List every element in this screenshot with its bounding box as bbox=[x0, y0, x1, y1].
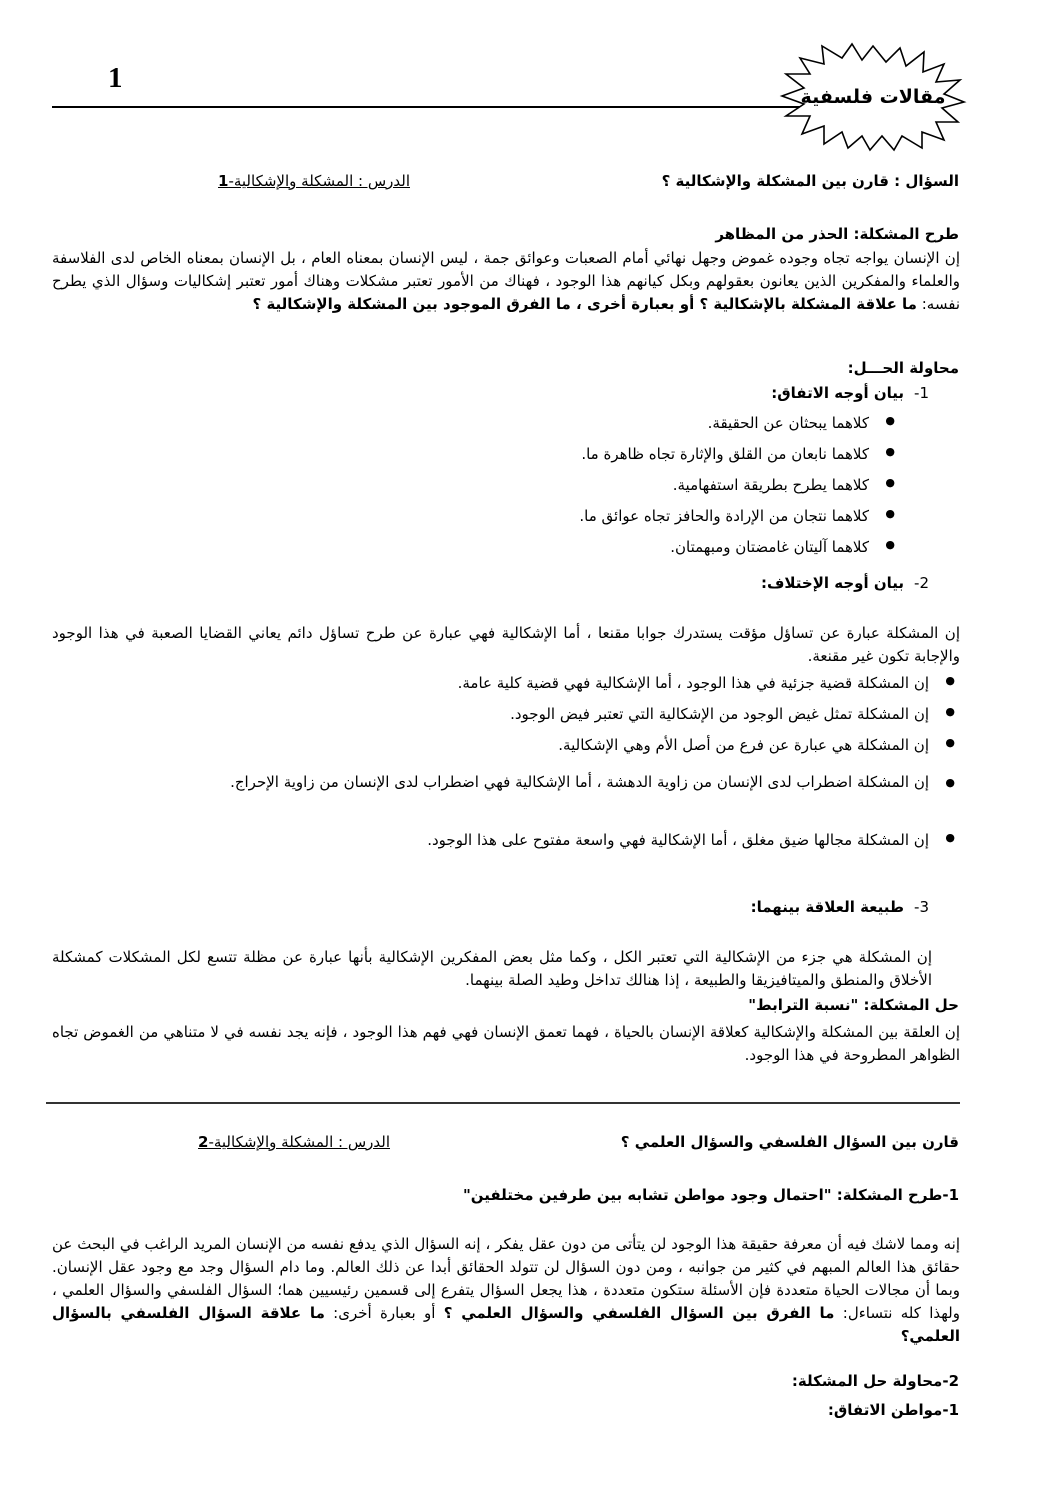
page-number: 1 bbox=[108, 62, 123, 94]
problem-number-2: 1- bbox=[942, 1186, 959, 1204]
section2-question-1: ما الفرق بين السؤال الفلسفي والسؤال العلمي ؟ bbox=[443, 1304, 835, 1322]
relation-number: 3- bbox=[914, 898, 929, 916]
section2-text: إنه ومما لاشك فيه أن معرفة حقيقة هذا الوجود لن يتأتى من دون عقل يفكر ، إنه السؤال الذي يدفع نفسه من الإنسان المريد الراغب في البحث عن حقائق هذا العالم المبهم في كثير من جوانبه ، ومن دون السؤال لن تتولد الحقائق أبدا عن ذلك العالم. وما دام السؤال وجد مع وجود عقل الإنسان. وبما أن مجالات الحياة متعددة فإن الأسئلة ستكون متعددة ، هذا يجعل السؤال يتفرع إلى قسمين رئيسيين هما؛ السؤال الفلسفي والسؤال العلمي ، ولهذا كله نتساءل: bbox=[52, 1235, 960, 1322]
problem-heading-2 bbox=[359, 1186, 959, 1204]
relation-title: طبيعة العلاقة بينهما: bbox=[750, 898, 905, 916]
difference-paragraph: إن المشكلة عبارة عن تساؤل مؤقت يستدرك جوابا مقنعا ، أما الإشكالية فهي عبارة عن طرح تساؤل دائم يعاني القضايا الصعبة في هذا الوجود والإجابة تكون غير مقنعة. bbox=[52, 624, 960, 665]
relation-heading bbox=[529, 898, 929, 916]
agreement-title-2: مواطن الاتفاق: bbox=[827, 1401, 943, 1419]
section-divider bbox=[46, 1102, 960, 1104]
difference-heading bbox=[529, 574, 929, 592]
attempt-heading: محاولة الحـــل: bbox=[847, 359, 959, 377]
agreement-title: بيان أوجه الاتفاق: bbox=[771, 384, 905, 402]
list-item: ● كلاهما نتجان من الإرادة والحافز تجاه عوائق ما. bbox=[379, 507, 899, 538]
solution-paragraph: إن العلقة بين المشكلة والإشكالية كعلاقة الإنسان بالحياة ، فهما تعمق الإنسان فهي فهم هذا الوجود ، فإنه يجد نفسه في لا متناهي من الغموض تجاه الظواهر المطروحة في هذا الوجود. bbox=[52, 1023, 960, 1064]
header-rule bbox=[52, 106, 800, 108]
solution-label: حل المشكلة: bbox=[858, 996, 959, 1014]
agreement-number-2: 1- bbox=[942, 1401, 959, 1419]
solution-title: "نسبة الترابط" bbox=[748, 996, 859, 1014]
section2-middle: أو بعبارة أخرى: bbox=[324, 1304, 444, 1322]
logo-text: مقالات فلسفية bbox=[800, 86, 946, 108]
intro-question: ما علاقة المشكلة بالإشكالية ؟ أو بعبارة أخرى ، ما الفرق الموجود بين المشكلة والإشكالية ؟ bbox=[252, 295, 917, 313]
lesson-label bbox=[180, 172, 410, 190]
lesson-number: 1 bbox=[218, 172, 229, 190]
difference-list bbox=[52, 674, 959, 862]
agreement-heading bbox=[529, 384, 929, 402]
problem-title-2: طرح المشكلة: "احتمال وجود مواطن تشابه بين طرفين مختلفين" bbox=[462, 1186, 943, 1204]
agreement-heading-2 bbox=[559, 1401, 959, 1419]
intro-paragraph bbox=[52, 247, 960, 316]
list-item: ● إن المشكلة قضية جزئية في هذا الوجود ، أما الإشكالية فهي قضية كلية عامة. bbox=[52, 674, 959, 705]
difference-title: بيان أوجه الإختلاف: bbox=[760, 574, 905, 592]
lesson-number-2: 2 bbox=[198, 1133, 209, 1151]
list-item: ● إن المشكلة اضطراب لدى الإنسان من زاوية الدهشة ، أما الإشكالية فهي اضطراب لدى الإنسان من زاوية الإحراج. bbox=[52, 767, 959, 831]
lesson-prefix-2: الدرس : المشكلة والإشكالية- bbox=[208, 1133, 390, 1151]
list-item: ● كلاهما يبحثان عن الحقيقة. bbox=[379, 414, 899, 445]
section2-paragraph bbox=[52, 1233, 960, 1348]
lesson-prefix: الدرس : المشكلة والإشكالية- bbox=[228, 172, 410, 190]
list-item: ● إن المشكلة تمثل غيض الوجود من الإشكالية التي تعتبر فيض الوجود. bbox=[52, 705, 959, 736]
list-item: ● إن المشكلة مجالها ضيق مغلق ، أما الإشكالية فهي واسعة مفتوح على هذا الوجود. bbox=[52, 831, 959, 862]
problem-heading: طرح المشكلة: الحذر من المظاهر bbox=[715, 225, 959, 243]
intro-text: إن الإنسان يواجه تجاه وجوده غموض وجهل نهائي أمام الصعبات وعوائق جمة ، ليس الإنسان بمعناه العام ، بل الإنسان بمعناه الخاص لدى الفلاسفة والعلماء والمفكرين الذين يعانون بعقولهم وبكل كيانهم هذا الوجود ، فهناك من الأمور تعتبر مشكلات وهناك أمور تعتبر إشكاليات وسؤال الذي يطرح نفسه: bbox=[52, 249, 960, 313]
list-item: ● كلاهما آليتان غامضتان ومبهمتان. bbox=[379, 538, 899, 569]
list-item: ● كلاهما نابعان من القلق والإثارة تجاه ظاهرة ما. bbox=[379, 445, 899, 476]
lesson-label-2 bbox=[160, 1133, 390, 1151]
solution-heading bbox=[559, 996, 959, 1014]
agreement-list bbox=[379, 414, 899, 569]
difference-number: 2- bbox=[914, 574, 929, 592]
agreement-number: 1- bbox=[914, 384, 929, 402]
attempt-heading-2 bbox=[559, 1372, 959, 1390]
list-item: ● إن المشكلة هي عبارة عن فرع من أصل الأم وهي الإشكالية. bbox=[52, 736, 959, 767]
relation-paragraph: إن المشكلة هي جزء من الإشكالية التي تعتبر الكل ، وكما مثل بعض المفكرين الإشكالية بأنها عبارة عن مظلة تتسع لكل المشكلات كمشكلة الأخلاق والمنطق والميتافيزيقا والطبيعة ، إذا هنالك تداخل وطيد الصلة بينهما. bbox=[52, 948, 932, 989]
question-title-2: قارن بين السؤال الفلسفي والسؤال العلمي ؟ bbox=[620, 1133, 959, 1151]
attempt-title-2: محاولة حل المشكلة: bbox=[791, 1372, 943, 1390]
section2-question-2: ما علاقة السؤال الفلسفي بالسؤال العلمي؟ bbox=[52, 1304, 960, 1345]
question-title: السؤال : قارن بين المشكلة والإشكالية ؟ bbox=[661, 172, 959, 190]
list-item: ● كلاهما يطرح بطريقة استفهامية. bbox=[379, 476, 899, 507]
attempt-number-2: 2- bbox=[942, 1372, 959, 1390]
logo bbox=[778, 42, 968, 152]
